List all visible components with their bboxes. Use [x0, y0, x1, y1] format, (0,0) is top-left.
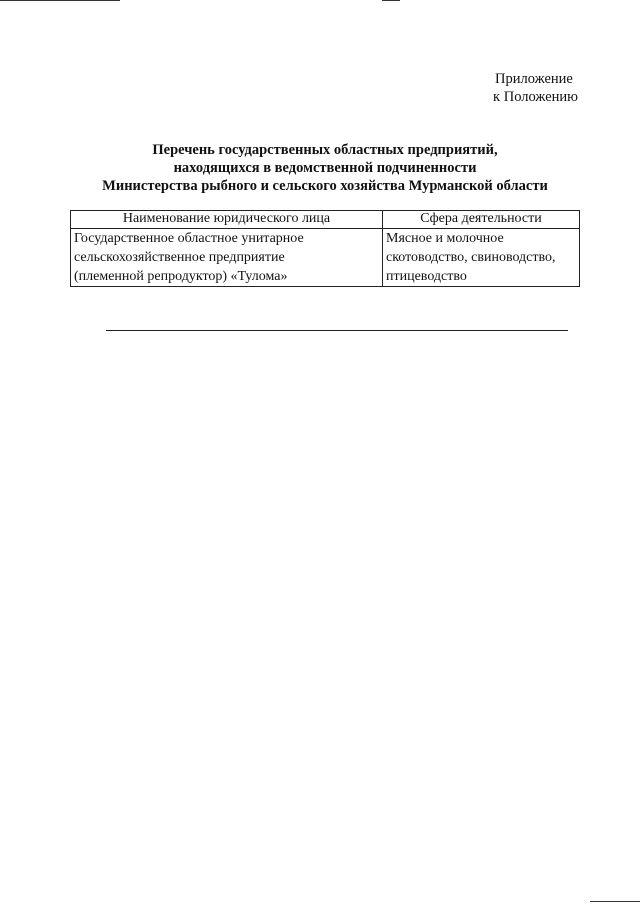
activity-line: Мясное и молочное	[386, 231, 504, 246]
entity-name-line: (племенной репродуктор) «Тулома»	[74, 269, 288, 284]
scan-artifact-bottom-right	[590, 901, 640, 902]
cell-legal-entity-name	[71, 229, 383, 287]
scan-artifact-top-left	[0, 0, 120, 1]
table-header-row	[71, 211, 580, 229]
header-activity-area: Сфера деятельности	[383, 211, 580, 229]
entity-name-line: сельскохозяйственное предприятие	[74, 250, 285, 265]
table-row	[71, 229, 580, 287]
title-line-2: находящихся в ведомственной подчиненности	[173, 160, 477, 176]
end-of-document-rule	[106, 330, 568, 331]
appendix-line-2: к Положению	[493, 89, 578, 105]
header-legal-entity-name: Наименование юридического лица	[71, 211, 383, 229]
appendix-reference	[493, 70, 578, 106]
title-line-1: Перечень государственных областных предприятий,	[152, 142, 498, 158]
cell-activity-area	[383, 229, 580, 287]
entity-name-line: Государственное областное унитарное	[74, 231, 304, 246]
document-title	[70, 141, 580, 195]
scan-artifact-top-right	[382, 0, 400, 1]
activity-line: птицеводство	[386, 269, 467, 284]
enterprises-table	[70, 210, 580, 287]
appendix-line-1: Приложение	[495, 71, 573, 87]
activity-line: скотоводство, свиноводство,	[386, 250, 556, 265]
title-line-3: Министерства рыбного и сельского хозяйства Мурманской области	[102, 178, 548, 194]
